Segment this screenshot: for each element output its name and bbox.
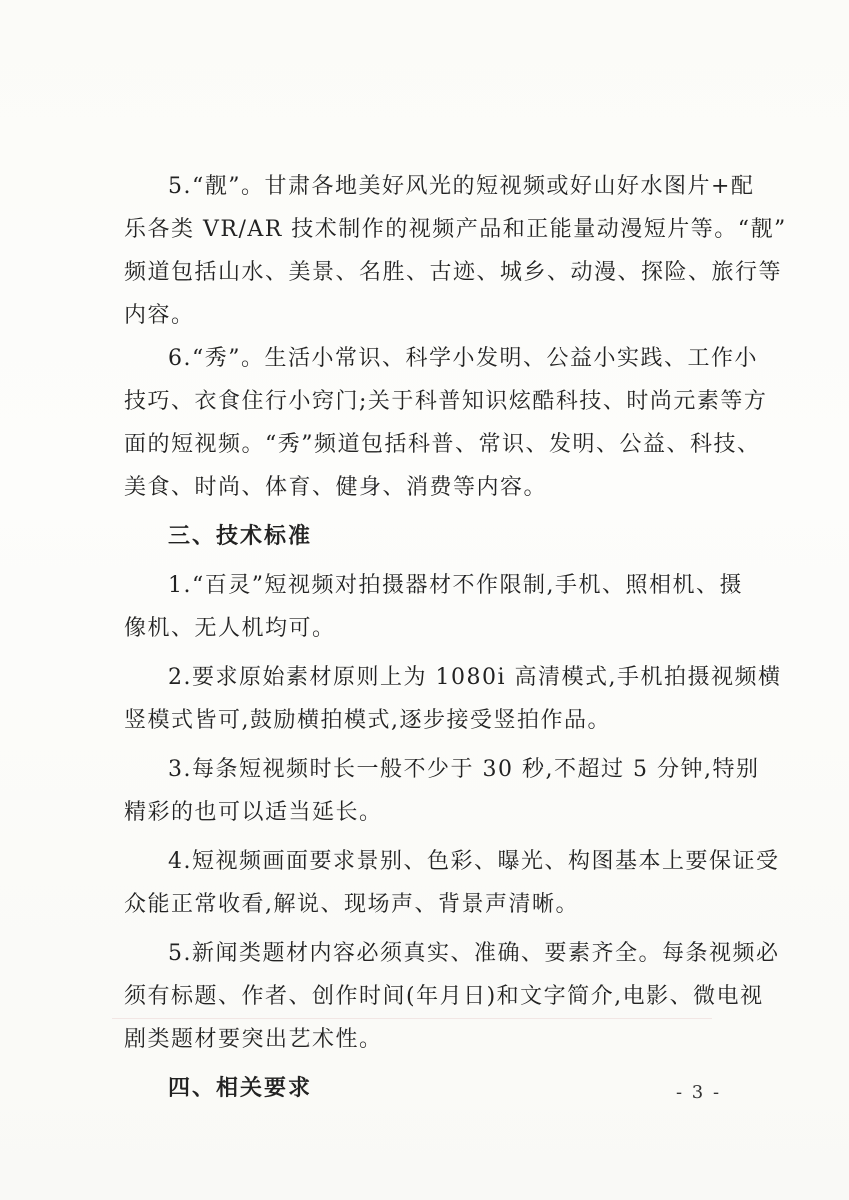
text-line: 6.“秀”。生活小常识、科学小发明、公益小实践、工作小 [168,346,758,371]
paragraph-standard-1 [124,564,743,650]
text-line: 精彩的也可以适当延长。 [124,800,383,825]
text-line: 5.“靓”。甘肃各地美好风光的短视频或好山好水图片+配 [168,174,755,199]
paragraph-6-xiu [124,337,768,509]
paragraph-5-jing [124,165,787,337]
paragraph-standard-5 [124,932,780,1061]
text-line: 4.短视频画面要求景别、色彩、曝光、构图基本上要保证受 [168,849,780,874]
text-line: 须有标题、作者、创作时间(年月日)和文字简介,电影、微电视 [124,984,764,1009]
text-line: 面的短视频。“秀”频道包括科普、常识、发明、公益、科技、 [124,432,761,457]
text-line: 乐各类 VR/AR 技术制作的视频产品和正能量动漫短片等。“靓” [124,217,787,242]
text-line: 5.新闻类题材内容必须真实、准确、要素齐全。每条视频必 [168,941,780,966]
text-line: 剧类题材要突出艺术性。 [124,1027,383,1052]
paragraph-standard-3 [124,748,760,834]
text-line: 美食、时尚、体育、健身、消费等内容。 [124,475,548,500]
text-line: 竖模式皆可,鼓励横拍模式,逐步接受竖拍作品。 [124,708,611,733]
text-line: 内容。 [124,303,195,328]
text-line: 技巧、衣食住行小窍门;关于科普知识炫酷科技、时尚元素等方 [124,389,768,414]
text-line: 3.每条短视频时长一般不少于 30 秒,不超过 5 分钟,特别 [168,757,760,782]
text-line: 频道包括山水、美景、名胜、古迹、城乡、动漫、探险、旅行等 [124,260,783,285]
page-number: - 3 - [676,1082,722,1103]
paragraph-standard-2 [124,656,782,742]
section-heading-related-requirements: 四、相关要求 [168,1076,313,1101]
section-heading-technical-standards: 三、技术标准 [168,524,313,549]
document-body [124,165,787,1110]
text-line: 众能正常收看,解说、现场声、背景声清晰。 [124,892,579,917]
text-line: 2.要求原始素材原则上为 1080i 高清模式,手机拍摄视频横 [168,665,782,690]
text-line: 像机、无人机均可。 [124,616,336,641]
paragraph-standard-4 [124,840,780,926]
text-line: 1.“百灵”短视频对拍摄器材不作限制,手机、照相机、摄 [168,573,743,598]
